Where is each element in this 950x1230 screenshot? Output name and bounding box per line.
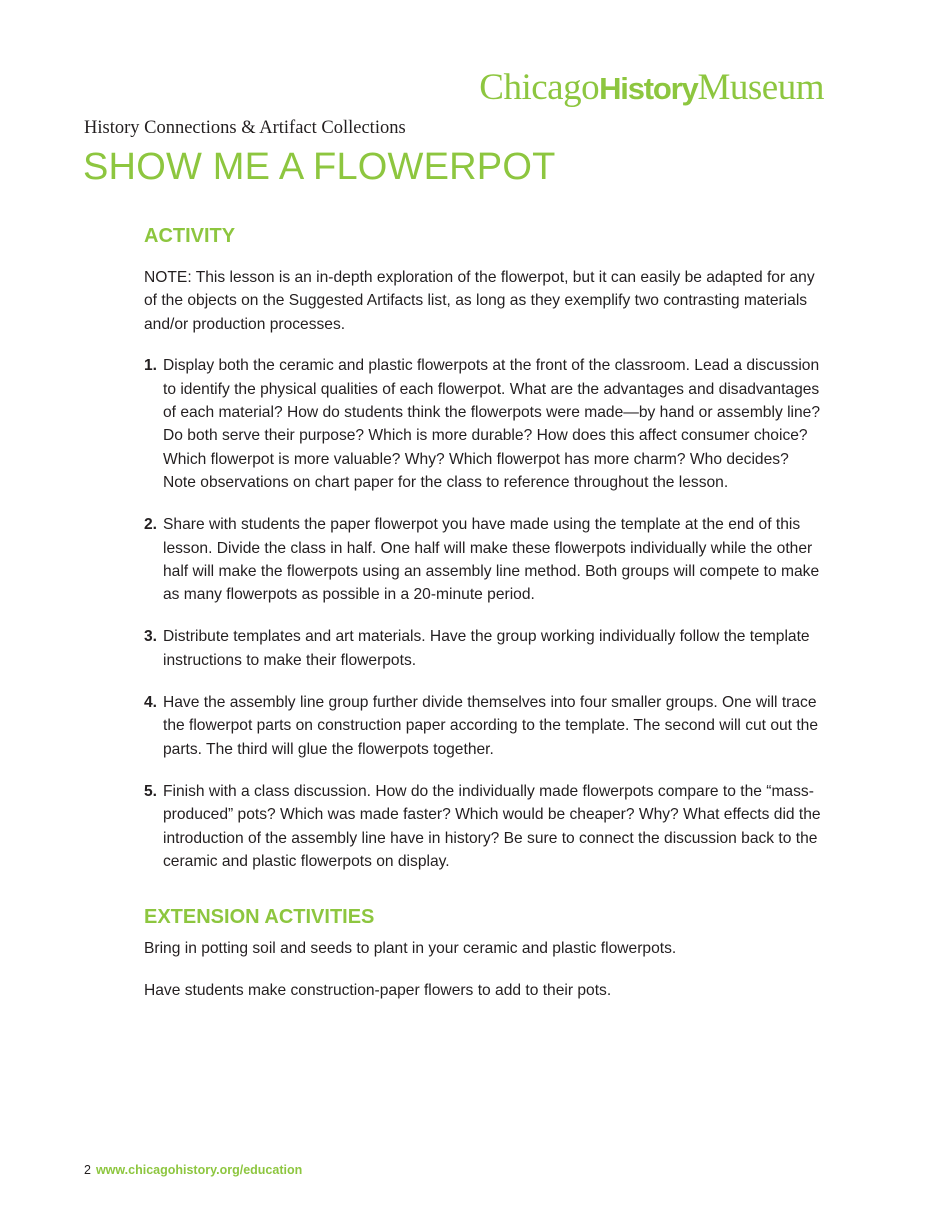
logo-part-museum: Museum: [697, 67, 824, 108]
step-text: Display both the ceramic and plastic flowerpots at the front of the classroom. Lead a discussion to identify the physical qualities of each flowerpot. What are the advantages and disadvantages of each material? How do students think the flowerpots were made—by hand or assembly line? Do both serve their purpose? Which is more durable? How does this affect consumer choice? Which flowerpot is more valuable? Why? Which flowerpot has more charm? Who decides? Note observations on chart paper for the class to reference throughout the lesson.: [163, 357, 821, 492]
step-text: Finish with a class discussion. How do the individually made flowerpots compare to the “mass-produced” pots? Which was made faster? Which would be cheaper? Why? What effects did the introduction of the assembly line have in history? Be sure to connect the discussion back to the ceramic and plastic flowerpots on display.: [163, 782, 821, 870]
step-number: 4.: [144, 693, 158, 711]
step-text: Distribute templates and art materials. Have the group working individually follow the template instructions to make their flowerpots.: [163, 628, 810, 669]
step-item: [144, 513, 824, 607]
series-title: History Connections & Artifact Collections: [84, 118, 406, 138]
extension-item: Have students make construction-paper flowers to add to their pots.: [144, 981, 612, 999]
museum-logo: [479, 62, 824, 114]
page-title: SHOW ME A FLOWERPOT: [83, 146, 556, 188]
step-item: [144, 625, 824, 672]
footer: [84, 1163, 302, 1177]
step-number: 3.: [144, 628, 158, 646]
step-number: 1.: [144, 357, 158, 375]
activity-heading: ACTIVITY: [144, 225, 236, 247]
step-number: 2.: [144, 516, 158, 534]
extension-heading: EXTENSION ACTIVITIES: [144, 906, 375, 929]
logo-part-history: History: [599, 71, 698, 106]
logo-part-chicago: Chicago: [479, 67, 600, 108]
activity-note: NOTE: This lesson is an in-depth exploration of the flowerpot, but it can easily be adapted for any of the objects on the Suggested Artifacts list, as long as they exemplify two contrasting materials and/or production processes.: [144, 269, 815, 333]
step-text: Have the assembly line group further divide themselves into four smaller groups. One will trace the flowerpot parts on construction paper according to the template. The second will cut out the parts. The third will glue the flowerpots together.: [163, 693, 819, 758]
step-text: Share with students the paper flowerpot you have made using the template at the end of this lesson. Divide the class in half. One half will make these flowerpots individually while the other half will make the flowerpots using an assembly line method. Both groups will compete to make as many flowerpots as possible in a 20-minute period.: [163, 516, 820, 604]
footer-url-link[interactable]: www.chicagohistory.org/education: [95, 1163, 303, 1177]
step-item: [144, 691, 824, 761]
activity-steps: [144, 354, 824, 873]
step-number: 5.: [144, 782, 158, 800]
step-item: [144, 780, 824, 874]
page-number: 2: [84, 1163, 91, 1177]
main-content: [144, 222, 824, 1002]
step-item: [144, 354, 824, 494]
extension-item: Bring in potting soil and seeds to plant in your ceramic and plastic flowerpots.: [144, 940, 677, 958]
